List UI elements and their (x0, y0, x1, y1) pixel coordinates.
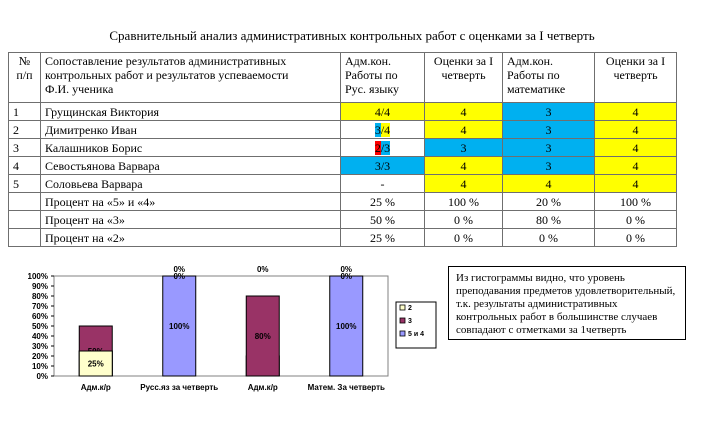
data-label: 0% (173, 272, 186, 281)
header-grades-q1-math: Оценки за I четверть (595, 53, 677, 103)
summary-adm-rus: 50 % (341, 211, 425, 229)
summary-adm-rus: 25 % (341, 193, 425, 211)
summary-row (9, 211, 677, 229)
table-row (9, 157, 677, 175)
adm-rus-cell (341, 121, 425, 139)
legend-swatch (400, 331, 405, 336)
y-tick-label: 80% (31, 292, 48, 301)
comparison-table (8, 52, 677, 247)
student-name: Димитренко Иван (41, 121, 341, 139)
row-num: 1 (9, 103, 41, 121)
adm-math-cell: 3 (503, 139, 595, 157)
table-header-row (9, 53, 677, 103)
data-label: 0% (256, 265, 269, 274)
header-adm-rus: Адм.кон. Работы по Рус. языку (341, 53, 425, 103)
summary-empty (9, 229, 41, 247)
student-name: Калашников Борис (41, 139, 341, 157)
header-compare (41, 53, 341, 103)
adm-rus-cell: 4/4 (341, 103, 425, 121)
y-tick-label: 50% (31, 322, 48, 331)
q1-math-cell: 4 (595, 121, 677, 139)
summary-q1-math: 0 % (595, 211, 677, 229)
adm-rus-mark: 2 (374, 140, 381, 155)
row-num: 5 (9, 175, 41, 193)
legend-swatch (400, 318, 405, 323)
x-tick-label: Матем. За четверть (307, 383, 385, 392)
x-tick-label: Адм.к/р (247, 383, 278, 392)
page-title: Сравнительный анализ административных контрольных работ с оценками за I четверть (109, 28, 595, 43)
summary-row (9, 193, 677, 211)
q1-math-cell: 4 (595, 157, 677, 175)
adm-math-cell: 3 (503, 157, 595, 175)
summary-adm-rus: 25 % (341, 229, 425, 247)
data-label: 100% (336, 322, 357, 331)
row-num: 2 (9, 121, 41, 139)
q1-rus-cell: 3 (425, 139, 503, 157)
data-label: 100% (169, 322, 190, 331)
data-label: 0% (340, 272, 353, 281)
header-adm-math: Адм.кон. Работы по математике (503, 53, 595, 103)
student-name: Соловьева Варвара (41, 175, 341, 193)
adm-rus-cell: 3/3 (341, 157, 425, 175)
summary-q1-rus: 0 % (425, 211, 503, 229)
q1-rus-cell: 4 (425, 103, 503, 121)
chart-svg (20, 262, 440, 396)
student-name: Севостьянова Варвара (41, 157, 341, 175)
header-grades-q1-rus: Оценки за I четверть (425, 53, 503, 103)
y-tick-label: 100% (27, 272, 48, 281)
y-tick-label: 10% (31, 362, 48, 371)
q1-math-cell: 4 (595, 139, 677, 157)
header-compare-text: Сопоставление результатов административных контрольных работ и результатов успеваемости (45, 54, 289, 82)
summary-adm-math: 80 % (503, 211, 595, 229)
table-row (9, 175, 677, 193)
row-num: 4 (9, 157, 41, 175)
legend-label: 2 (408, 305, 412, 312)
q1-math-cell: 4 (595, 175, 677, 193)
adm-rus-cell (341, 139, 425, 157)
summary-adm-math: 20 % (503, 193, 595, 211)
table-row (9, 103, 677, 121)
stacked-bar-chart (20, 262, 440, 396)
adm-math-cell: 4 (503, 175, 595, 193)
summary-label: Процент на «5» и «4» (41, 193, 341, 211)
y-tick-label: 60% (31, 312, 48, 321)
adm-rus-cell: - (341, 175, 425, 193)
summary-q1-rus: 0 % (425, 229, 503, 247)
summary-empty (9, 193, 41, 211)
q1-rus-cell: 4 (425, 175, 503, 193)
summary-q1-rus: 100 % (425, 193, 503, 211)
adm-rus-mark: 3 (374, 122, 381, 137)
summary-empty (9, 211, 41, 229)
legend-label: 3 (408, 318, 412, 325)
adm-math-cell: 3 (503, 103, 595, 121)
y-tick-label: 90% (31, 282, 48, 291)
summary-label: Процент на «3» (41, 211, 341, 229)
legend-swatch (400, 305, 405, 310)
row-num: 3 (9, 139, 41, 157)
x-tick-label: Русс.яз за четверть (140, 383, 219, 392)
q1-rus-cell: 4 (425, 121, 503, 139)
y-tick-label: 40% (31, 332, 48, 341)
table-row (9, 121, 677, 139)
adm-rus-q1-mark: /3 (380, 140, 391, 155)
summary-row (9, 229, 677, 247)
summary-label: Процент на «2» (41, 229, 341, 247)
conclusion-note: Из гистограммы видно, что уровень преподавания предметов удовлетворительный, т.к. результаты административных контрольных работ в большинстве случаев совпадают с отметками за 1четверть (448, 266, 686, 340)
data-label: 25% (87, 359, 104, 369)
adm-rus-q1-mark: /4 (380, 122, 391, 137)
data-label: 0% (340, 265, 353, 274)
summary-q1-math: 0 % (595, 229, 677, 247)
data-label: 0% (173, 265, 186, 274)
legend-label: 5 и 4 (408, 331, 424, 338)
student-name: Грущинская Виктория (41, 103, 341, 121)
summary-adm-math: 0 % (503, 229, 595, 247)
x-tick-label: Адм.к/р (80, 383, 111, 392)
summary-q1-math: 100 % (595, 193, 677, 211)
y-tick-label: 70% (31, 302, 48, 311)
data-label: 80% (254, 332, 271, 341)
q1-math-cell: 4 (595, 103, 677, 121)
q1-rus-cell: 4 (425, 157, 503, 175)
y-tick-label: 0% (36, 372, 48, 381)
adm-math-cell: 3 (503, 121, 595, 139)
header-num: № п/п (9, 53, 41, 103)
y-tick-label: 30% (31, 342, 48, 351)
header-fio: Ф.И. ученика (45, 82, 114, 96)
y-tick-label: 20% (31, 352, 48, 361)
table-row (9, 139, 677, 157)
